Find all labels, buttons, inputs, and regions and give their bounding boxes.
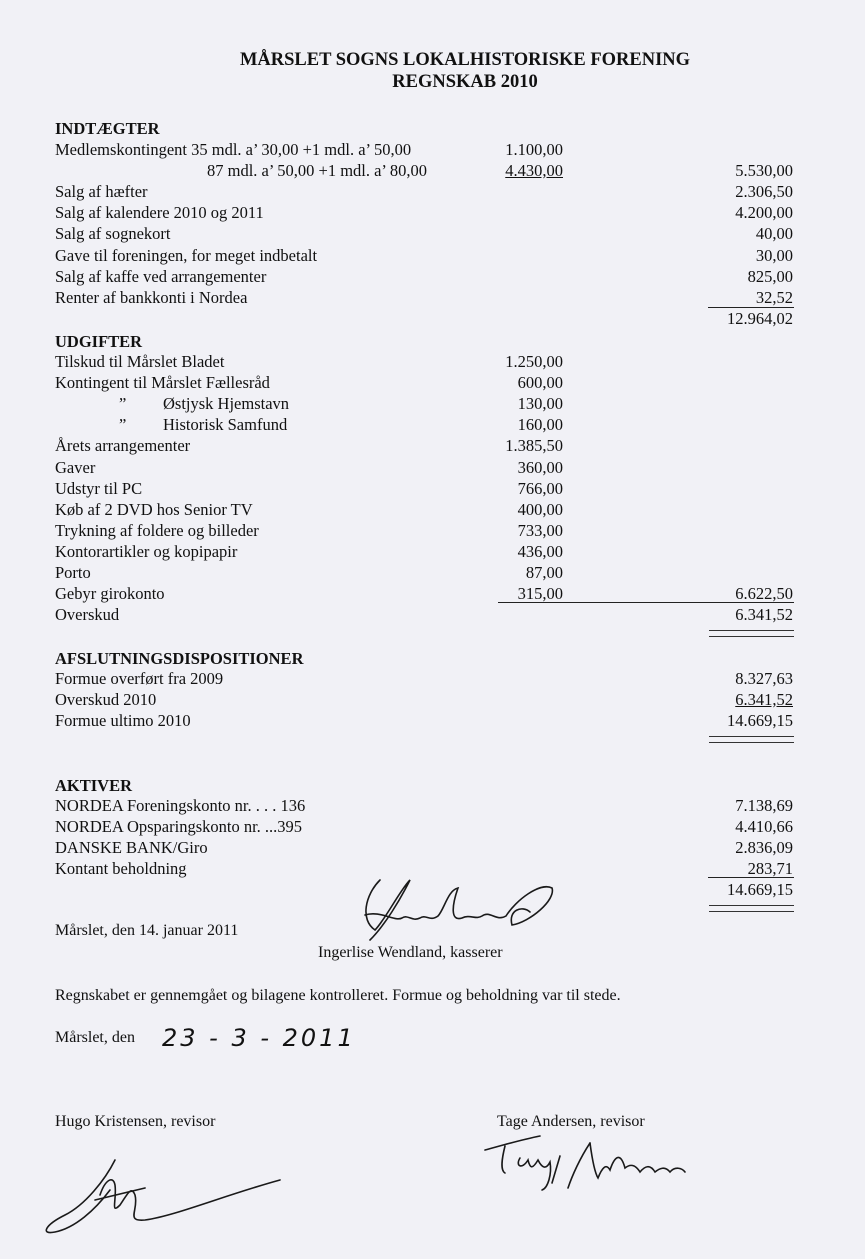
dispositions-heading: AFSLUTNINGSDISPOSITIONER xyxy=(55,649,304,668)
row-label: NORDEA Opsparingskonto nr. ...395 xyxy=(55,817,303,836)
total: 6.341,52 xyxy=(735,690,793,709)
auditor2-signature xyxy=(480,1128,730,1198)
amount: 87,00 xyxy=(525,563,563,582)
amount: 130,00 xyxy=(517,394,563,413)
ditto-mark: ” xyxy=(119,394,127,413)
amount: 766,00 xyxy=(517,479,563,498)
place-date: Mårslet, den 14. januar 2011 xyxy=(55,922,239,939)
row-label: 87 mdl. a’ 50,00 +1 mdl. a’ 80,00 xyxy=(207,161,427,180)
double-rule xyxy=(709,905,794,912)
row-label: DANSKE BANK/Giro xyxy=(55,838,208,857)
row-label: Overskud xyxy=(55,605,120,624)
total: 2.836,09 xyxy=(735,838,793,857)
row-label: Salg af kalendere 2010 og 2011 xyxy=(55,203,264,222)
row-label: Østjysk Hjemstavn xyxy=(163,394,290,413)
amount: 4.430,00 xyxy=(505,161,563,180)
income-heading: INDTÆGTER xyxy=(55,119,160,138)
row-label: Kontingent til Mårslet Fællesråd xyxy=(55,373,270,392)
income-sum: 12.964,02 xyxy=(727,309,793,328)
row-label: Formue overført fra 2009 xyxy=(55,669,224,688)
row-label: Årets arrangementer xyxy=(55,436,191,455)
total: 4.410,66 xyxy=(735,817,793,836)
organization-title: MÅRSLET SOGNS LOKALHISTORISKE FORENING xyxy=(239,50,691,70)
amount: 360,00 xyxy=(517,458,563,477)
double-rule xyxy=(709,630,794,637)
report-title: REGNSKAB 2010 xyxy=(392,72,538,92)
amount: 315,00 xyxy=(517,584,563,603)
total: 825,00 xyxy=(747,267,793,286)
row-label: Gaver xyxy=(55,458,96,477)
audit-statement: Regnskabet er gennemgået og bilagene kontrolleret. Formue og beholdning var til stede. xyxy=(55,987,621,1004)
subtotal-rule xyxy=(708,877,794,878)
amount: 400,00 xyxy=(517,500,563,519)
row-label: Renter af bankkonti i Nordea xyxy=(55,288,248,307)
amount: 1.250,00 xyxy=(505,352,563,371)
auditor1-signature xyxy=(35,1150,295,1240)
audit-place: Mårslet, den xyxy=(55,1029,135,1046)
double-rule xyxy=(709,736,794,743)
amount: 1.100,00 xyxy=(505,140,563,159)
amount: 1.385,50 xyxy=(505,436,563,455)
row-label: Udstyr til PC xyxy=(55,479,143,498)
total: 283,71 xyxy=(747,859,793,878)
treasurer-signature xyxy=(340,870,570,950)
row-label: Historisk Samfund xyxy=(163,415,288,434)
auditor2-name: Tage Andersen, revisor xyxy=(497,1113,645,1130)
total: 32,52 xyxy=(755,288,793,307)
ditto-mark: ” xyxy=(119,415,127,434)
expense-total-rule xyxy=(498,602,794,603)
row-label: Tilskud til Mårslet Bladet xyxy=(55,352,225,371)
assets-heading: AKTIVER xyxy=(55,776,133,795)
row-label: Salg af kaffe ved arrangementer xyxy=(55,267,267,286)
treasurer-name: Ingerlise Wendland, kasserer xyxy=(318,944,503,961)
row-label: Trykning af foldere og billeder xyxy=(55,521,259,540)
amount: 600,00 xyxy=(517,373,563,392)
expense-total: 6.622,50 xyxy=(735,584,793,603)
amount: 160,00 xyxy=(517,415,563,434)
row-label: Gebyr girokonto xyxy=(55,584,165,603)
audit-date-handwritten: 23 - 3 - 2011 xyxy=(162,1024,356,1052)
total: 7.138,69 xyxy=(735,796,793,815)
row-label: NORDEA Foreningskonto nr. . . . 136 xyxy=(55,796,306,815)
amount: 436,00 xyxy=(517,542,563,561)
total: 4.200,00 xyxy=(735,203,793,222)
row-label: Kontant beholdning xyxy=(55,859,187,878)
total: 40,00 xyxy=(755,224,793,243)
row-label: Medlemskontingent 35 mdl. a’ 30,00 +1 mdl. a’ 50,00 xyxy=(55,140,412,159)
total: 8.327,63 xyxy=(735,669,793,688)
row-label: Køb af 2 DVD hos Senior TV xyxy=(55,500,253,519)
row-label: Gave til foreningen, for meget indbetalt xyxy=(55,246,318,265)
expenses-heading: UDGIFTER xyxy=(55,332,143,351)
row-label: Salg af hæfter xyxy=(55,182,148,201)
row-label: Kontorartikler og kopipapir xyxy=(55,542,238,561)
total: 30,00 xyxy=(755,246,793,265)
auditor1-name: Hugo Kristensen, revisor xyxy=(55,1113,216,1130)
amount: 733,00 xyxy=(517,521,563,540)
row-label: Overskud 2010 xyxy=(55,690,157,709)
row-label: Porto xyxy=(55,563,91,582)
total: 2.306,50 xyxy=(735,182,793,201)
assets-sum: 14.669,15 xyxy=(727,880,793,899)
surplus-amount: 6.341,52 xyxy=(735,605,793,624)
total: 14.669,15 xyxy=(727,711,793,730)
row-label: Salg af sognekort xyxy=(55,224,171,243)
total: 5.530,00 xyxy=(735,161,793,180)
row-label: Formue ultimo 2010 xyxy=(55,711,191,730)
